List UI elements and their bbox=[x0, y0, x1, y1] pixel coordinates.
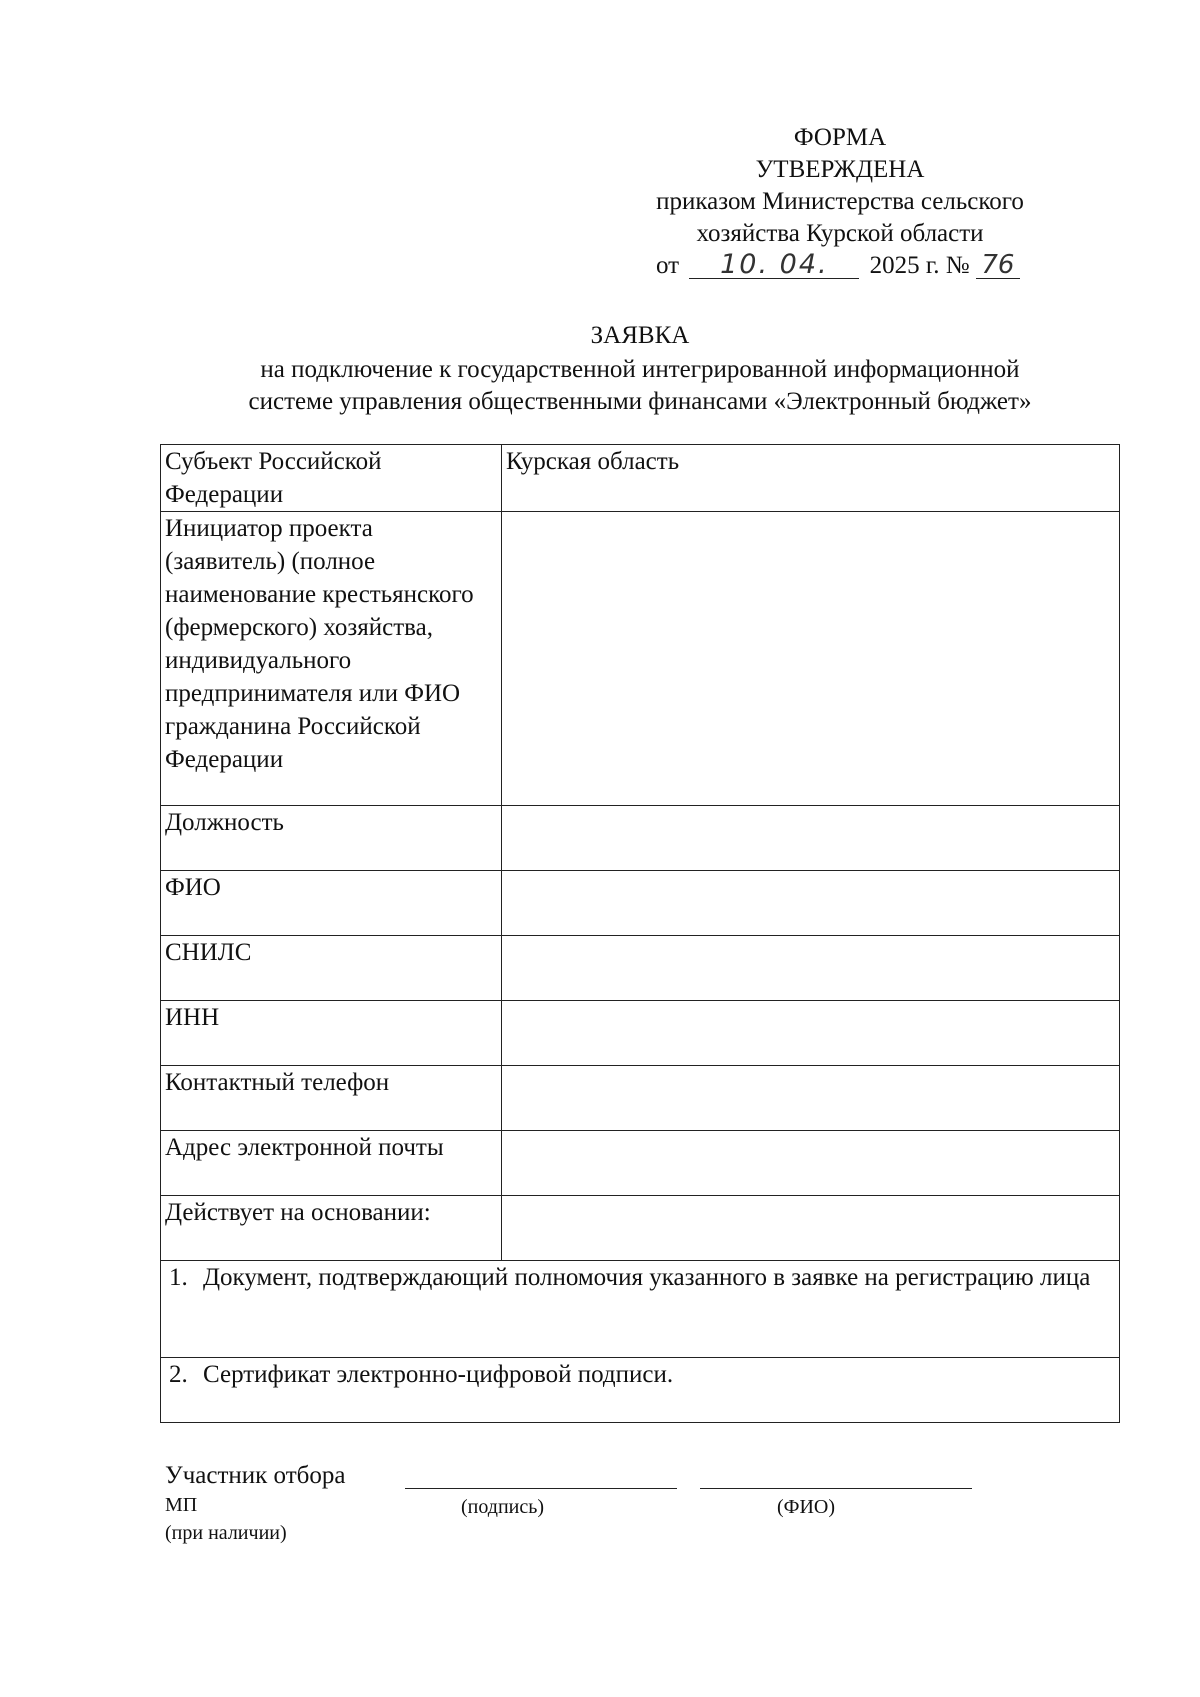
snils-label: СНИЛС bbox=[161, 936, 502, 1001]
document-2-number: 2. bbox=[169, 1361, 188, 1388]
seal-label: МП bbox=[165, 1494, 198, 1516]
table-row-email bbox=[161, 1131, 1120, 1196]
order-line-1: приказом Министерства сельского bbox=[656, 188, 1024, 215]
approval-stamp-block bbox=[620, 122, 1060, 282]
snils-value-field[interactable] bbox=[502, 936, 1120, 1001]
fio-signature-line[interactable] bbox=[700, 1488, 972, 1489]
table-row-subject bbox=[161, 445, 1120, 512]
document-1-number: 1. bbox=[169, 1264, 188, 1291]
signature-block bbox=[165, 1460, 1065, 1570]
table-row-basis bbox=[161, 1196, 1120, 1261]
order-number-field: 76 bbox=[976, 252, 1020, 279]
email-value-field[interactable] bbox=[502, 1131, 1120, 1196]
phone-value-field[interactable] bbox=[502, 1066, 1120, 1131]
table-row-fio bbox=[161, 871, 1120, 936]
table-row-snils bbox=[161, 936, 1120, 1001]
subject-label: Субъект Российской Федерации bbox=[161, 445, 502, 512]
email-label: Адрес электронной почты bbox=[161, 1131, 502, 1196]
position-label: Должность bbox=[161, 806, 502, 871]
table-row-document-2 bbox=[161, 1358, 1120, 1423]
participant-label: Участник отбора bbox=[165, 1462, 346, 1489]
table-row-phone bbox=[161, 1066, 1120, 1131]
fio-caption: (ФИО) bbox=[777, 1496, 836, 1518]
table-row-inn bbox=[161, 1001, 1120, 1066]
position-value-field[interactable] bbox=[502, 806, 1120, 871]
table-row-initiator bbox=[161, 512, 1120, 806]
year-number-label: 2025 г. № bbox=[869, 252, 970, 279]
table-row-position bbox=[161, 806, 1120, 871]
document-1-text: Документ, подтверждающий полномочия указанного в заявке на регистрацию лица bbox=[203, 1264, 1091, 1291]
phone-label: Контактный телефон bbox=[161, 1066, 502, 1131]
document-subtitle-line-2: системе управления общественными финансами «Электронный бюджет» bbox=[248, 388, 1032, 415]
initiator-value-field[interactable] bbox=[502, 512, 1120, 806]
form-label: ФОРМА bbox=[793, 124, 887, 151]
basis-label: Действует на основании: bbox=[161, 1196, 502, 1261]
seal-note: (при наличии) bbox=[165, 1522, 287, 1544]
initiator-label: Инициатор проекта (заявитель) (полное наименование крестьянского (фермерского) хозяйства, индивидуального предпринимателя или ФИО гражданина Российской Федерации bbox=[161, 512, 502, 806]
document-2-text: Сертификат электронно-цифровой подписи. bbox=[203, 1361, 674, 1388]
from-label: от bbox=[656, 252, 680, 279]
order-date-line bbox=[620, 250, 1060, 282]
document-1-cell bbox=[161, 1261, 1120, 1358]
approved-label: УТВЕРЖДЕНА bbox=[755, 156, 925, 183]
document-2-cell bbox=[161, 1358, 1120, 1423]
table-row-document-1 bbox=[161, 1261, 1120, 1358]
basis-value-field[interactable] bbox=[502, 1196, 1120, 1261]
signature-caption: (подпись) bbox=[461, 1496, 545, 1518]
document-title: ЗАЯВКА bbox=[590, 322, 690, 349]
document-title-block bbox=[160, 320, 1120, 418]
order-date-field: 10. 04. bbox=[689, 252, 859, 279]
order-line-2: хозяйства Курской области bbox=[696, 220, 984, 247]
inn-value-field[interactable] bbox=[502, 1001, 1120, 1066]
inn-label: ИНН bbox=[161, 1001, 502, 1066]
signature-line[interactable] bbox=[405, 1488, 677, 1489]
fio-value-field[interactable] bbox=[502, 871, 1120, 936]
application-form-table bbox=[160, 444, 1120, 1423]
fio-label: ФИО bbox=[161, 871, 502, 936]
document-subtitle-line-1: на подключение к государственной интегрированной информационной bbox=[260, 356, 1020, 383]
subject-value: Курская область bbox=[502, 445, 1120, 512]
